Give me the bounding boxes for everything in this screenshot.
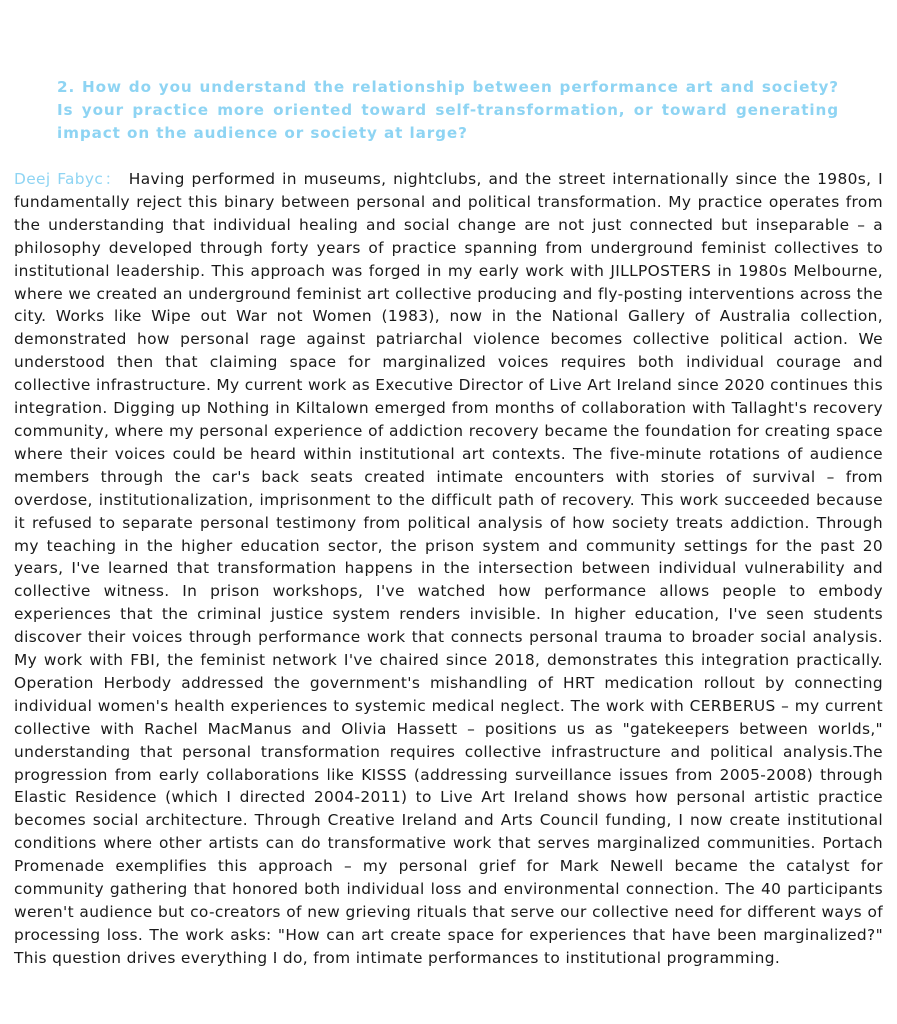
speaker-label: Deej Fabyc： xyxy=(14,170,122,188)
interview-answer xyxy=(14,168,883,970)
answer-text: Having performed in museums, nightclubs, and the street internationally since the 1980s, I fundamentally reject this binary between personal and political transformation. My practice operates from the understanding that individual healing and social change are not just connected but inseparable – a philosophy developed through forty years of practice spanning from underground feminist collectives to institutional leadership. This approach was forged in my early work with JILLPOSTERS in 1980s Melbourne, where we created an underground feminist art collective producing and fly-posting interventions across the city. Works like Wipe out War not Women (1983), now in the National Gallery of Australia collection, demonstrated how personal rage against patriarchal violence becomes collective political action. We understood then that claiming space for marginalized voices requires both individual courage and collective infrastructure. My current work as Executive Director of Live Art Ireland since 2020 continues this integration. Digging up Nothing in Kiltalown emerged from months of collaboration with Tallaght's recovery community, where my personal experience of addiction recovery became the foundation for creating space where their voices could be heard within institutional art contexts. The five-minute rotations of audience members through the car's back seats created intimate encounters with stories of survival – from overdose, institutionalization, imprisonment to the difficult path of recovery. This work succeeded because it refused to separate personal testimony from political analysis of how society treats addiction. Through my teaching in the higher education sector, the prison system and community settings for the past 20 years, I've learned that transformation happens in the intersection between individual vulnerability and collective witness. In prison workshops, I've watched how performance allows people to embody experiences that the criminal justice system renders invisible. In higher education, I've seen students discover their voices through performance work that connects personal trauma to broader social analysis. My work with FBI, the feminist network I've chaired since 2018, demonstrates this integration practically. Operation Herbody addressed the government's mishandling of HRT medication rollout by connecting individual women's health experiences to systemic medical neglect. The work with CERBERUS – my current collective with Rachel MacManus and Olivia Hassett – positions us as "gatekeepers between worlds," understanding that personal transformation requires collective infrastructure and political analysis.The progression from early collaborations like KISSS (addressing surveillance issues from 2005-2008) through Elastic Residence (which I directed 2004-2011) to Live Art Ireland shows how personal artistic practice becomes social architecture. Through Creative Ireland and Arts Council funding, I now create institutional conditions where other artists can do transformative work that serves marginalized communities. Portach Promenade exemplifies this approach – my personal grief for Mark Newell became the catalyst for community gathering that honored both individual loss and environmental connection. The 40 participants weren't audience but co-creators of new grieving rituals that serve our collective need for different ways of processing loss. The work asks: "How can art create space for experiences that have been marginalized?" This question drives everything I do, from intimate performances to institutional programming. xyxy=(14,170,883,967)
interview-question: 2. How do you understand the relationship between performance art and society? Is your practice more oriented toward self-transformation, or toward generating impact on the audience or society at large? xyxy=(57,78,839,142)
